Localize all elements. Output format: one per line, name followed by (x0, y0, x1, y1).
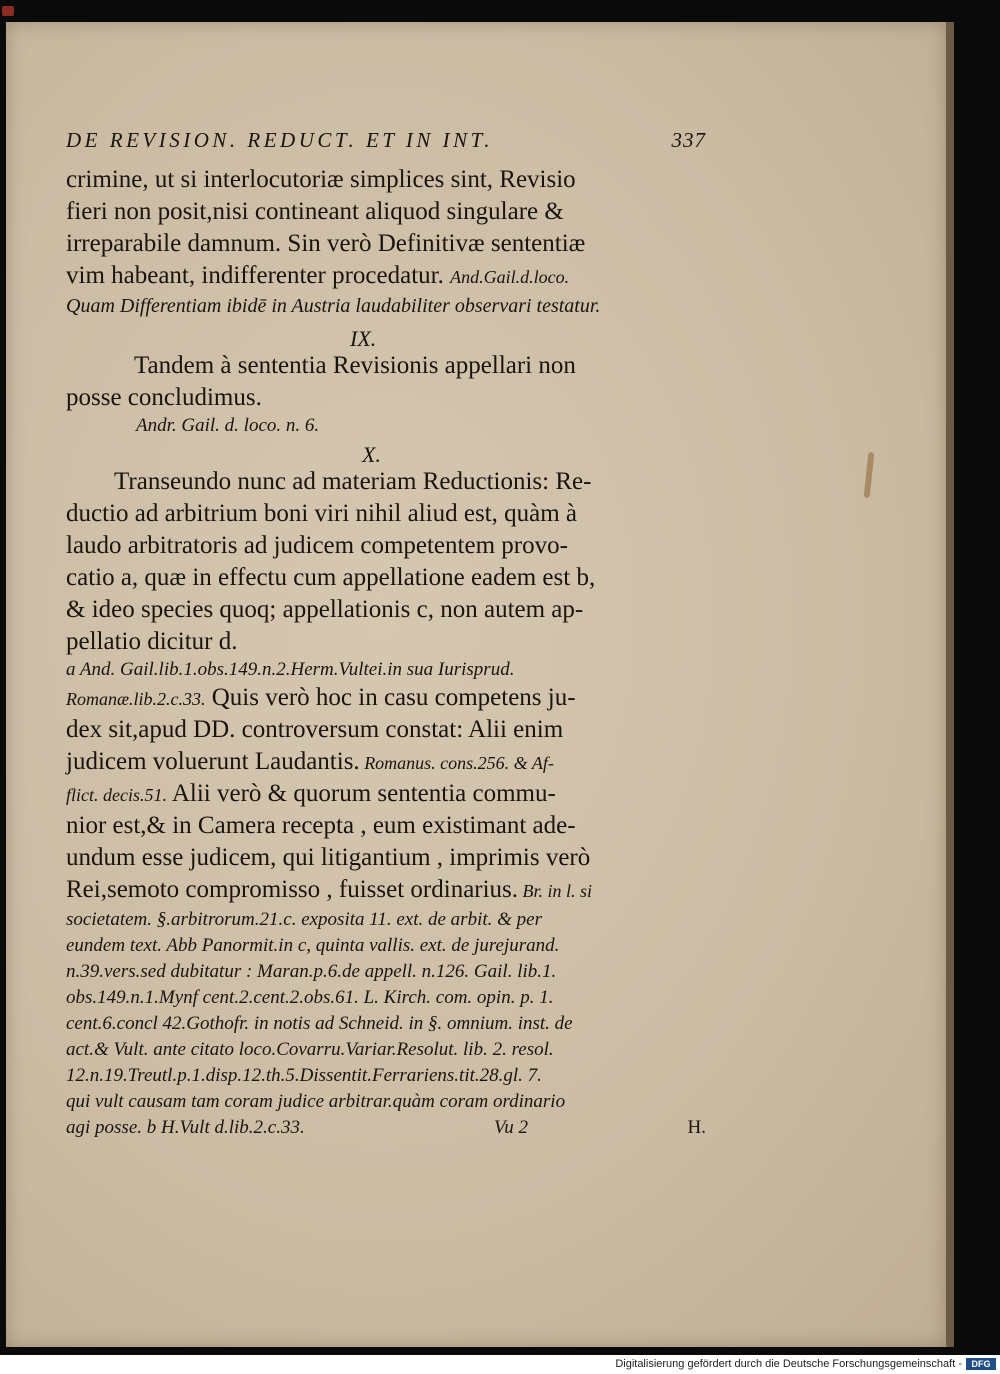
note-line (66, 778, 556, 811)
running-head-title: DE REVISION. REDUCT. ET IN INT. (66, 128, 493, 152)
citation-line: Andr. Gail. d. loco. n. 6. (136, 415, 320, 436)
page-number: 337 (671, 128, 706, 152)
dfg-logo: DFG (966, 1358, 996, 1370)
body-line: Tandem à sententia Revisionis appellari non (134, 352, 576, 379)
note-line: dex sit,apud DD. controversum constat: Alii enim (66, 716, 564, 743)
body-text: vim habeant, indifferenter procedatur. (66, 262, 444, 289)
citation-line: societatem. §.arbitrorum.21.c. exposita 11. ext. de arbit. & per (66, 909, 542, 930)
footer (0, 1355, 1000, 1374)
note-text: judicem voluerunt Laudantis. (66, 748, 360, 775)
citation: Romanæ.lib.2.c.33. (66, 689, 206, 709)
citation: Br. in l. si (518, 881, 593, 901)
body-line: ductio ad arbitrium boni viri nihil aliud est, quàm à (66, 500, 578, 527)
note-text: Rei,semoto compromisso , fuisset ordinarius. (66, 876, 519, 903)
citation-line: qui vult causam tam coram judice arbitrar.quàm coram ordinario (66, 1091, 566, 1112)
body-line: Transeundo nunc ad materiam Reductionis: Re- (114, 468, 592, 495)
citation: agi posse. b H.Vult d.lib.2.c.33. (66, 1117, 305, 1138)
note-line (66, 874, 592, 907)
body-line: catio a, quæ in effectu cum appellatione eadem est b, (66, 564, 596, 591)
citation-line: cent.6.concl 42.Gothofr. in notis ad Schneid. in §. omnium. inst. de (66, 1013, 573, 1034)
note-text: Alii verò & quorum sententia commu- (166, 780, 556, 807)
body-line: fieri non posit,nisi contineant aliquod singulare & (66, 198, 564, 225)
section-number-ix: IX. (350, 326, 377, 351)
body-line (66, 260, 569, 293)
citation-line: n.39.vers.sed dubitatur : Maran.p.6.de appell. n.126. Gail. lib.1. (66, 961, 557, 982)
body-line: irreparabile damnum. Sin verò Definitivæ sententiæ (66, 230, 586, 257)
footer-credit: Digitalisierung gefördert durch die Deutsche Forschungsgemeinschaft - (615, 1358, 962, 1370)
body-line: crimine, ut si interlocutoriæ simplices sint, Revisio (66, 166, 576, 193)
note-line (66, 682, 576, 715)
signature-mark: Vu 2 (494, 1117, 528, 1138)
citation: And.Gail.d.loco. (450, 267, 570, 287)
note-line: undum esse judicem, qui litigantium , imprimis verò (66, 844, 591, 871)
note-line (66, 746, 554, 779)
section-number-x: X. (362, 442, 381, 467)
catchword: H. (687, 1117, 706, 1138)
running-head (66, 128, 706, 160)
body-line: posse concludimus. (66, 384, 262, 411)
citation-line: Quam Differentiam ibidē in Austria laudabiliter observari testatur. (66, 295, 601, 317)
note-line: nior est,& in Camera recepta , eum existimant ade- (66, 812, 576, 839)
citation: flict. decis.51. (66, 785, 167, 805)
body-line: pellatio dicitur d. (66, 628, 238, 655)
body-line: laudo arbitratoris ad judicem competentem provo- (66, 532, 568, 559)
last-line (66, 1114, 706, 1142)
body-line: & ideo species quoq; appellationis c, non autem ap- (66, 596, 584, 623)
note-text: Quis verò hoc in casu competens ju- (205, 684, 576, 711)
citation: Romanus. cons.256. & Af- (359, 753, 554, 773)
citation-line: eundem text. Abb Panormit.in c, quinta vallis. ext. de jurejurand. (66, 935, 560, 956)
note-a-citation: a And. Gail.lib.1.obs.149.n.2.Herm.Vultei.in sua Iurisprud. (66, 659, 515, 680)
citation-line: 12.n.19.Treutl.p.1.disp.12.th.5.Dissentit.Ferrariens.tit.28.gl. 7. (66, 1065, 542, 1086)
citation-line: act.& Vult. ante citato loco.Covarru.Variar.Resolut. lib. 2. resol. (66, 1039, 554, 1060)
citation-line: obs.149.n.1.Mynf cent.2.cent.2.obs.61. L. Kirch. com. opin. p. 1. (66, 987, 554, 1008)
color-target-mark (2, 6, 14, 16)
page-edge (946, 22, 954, 1347)
